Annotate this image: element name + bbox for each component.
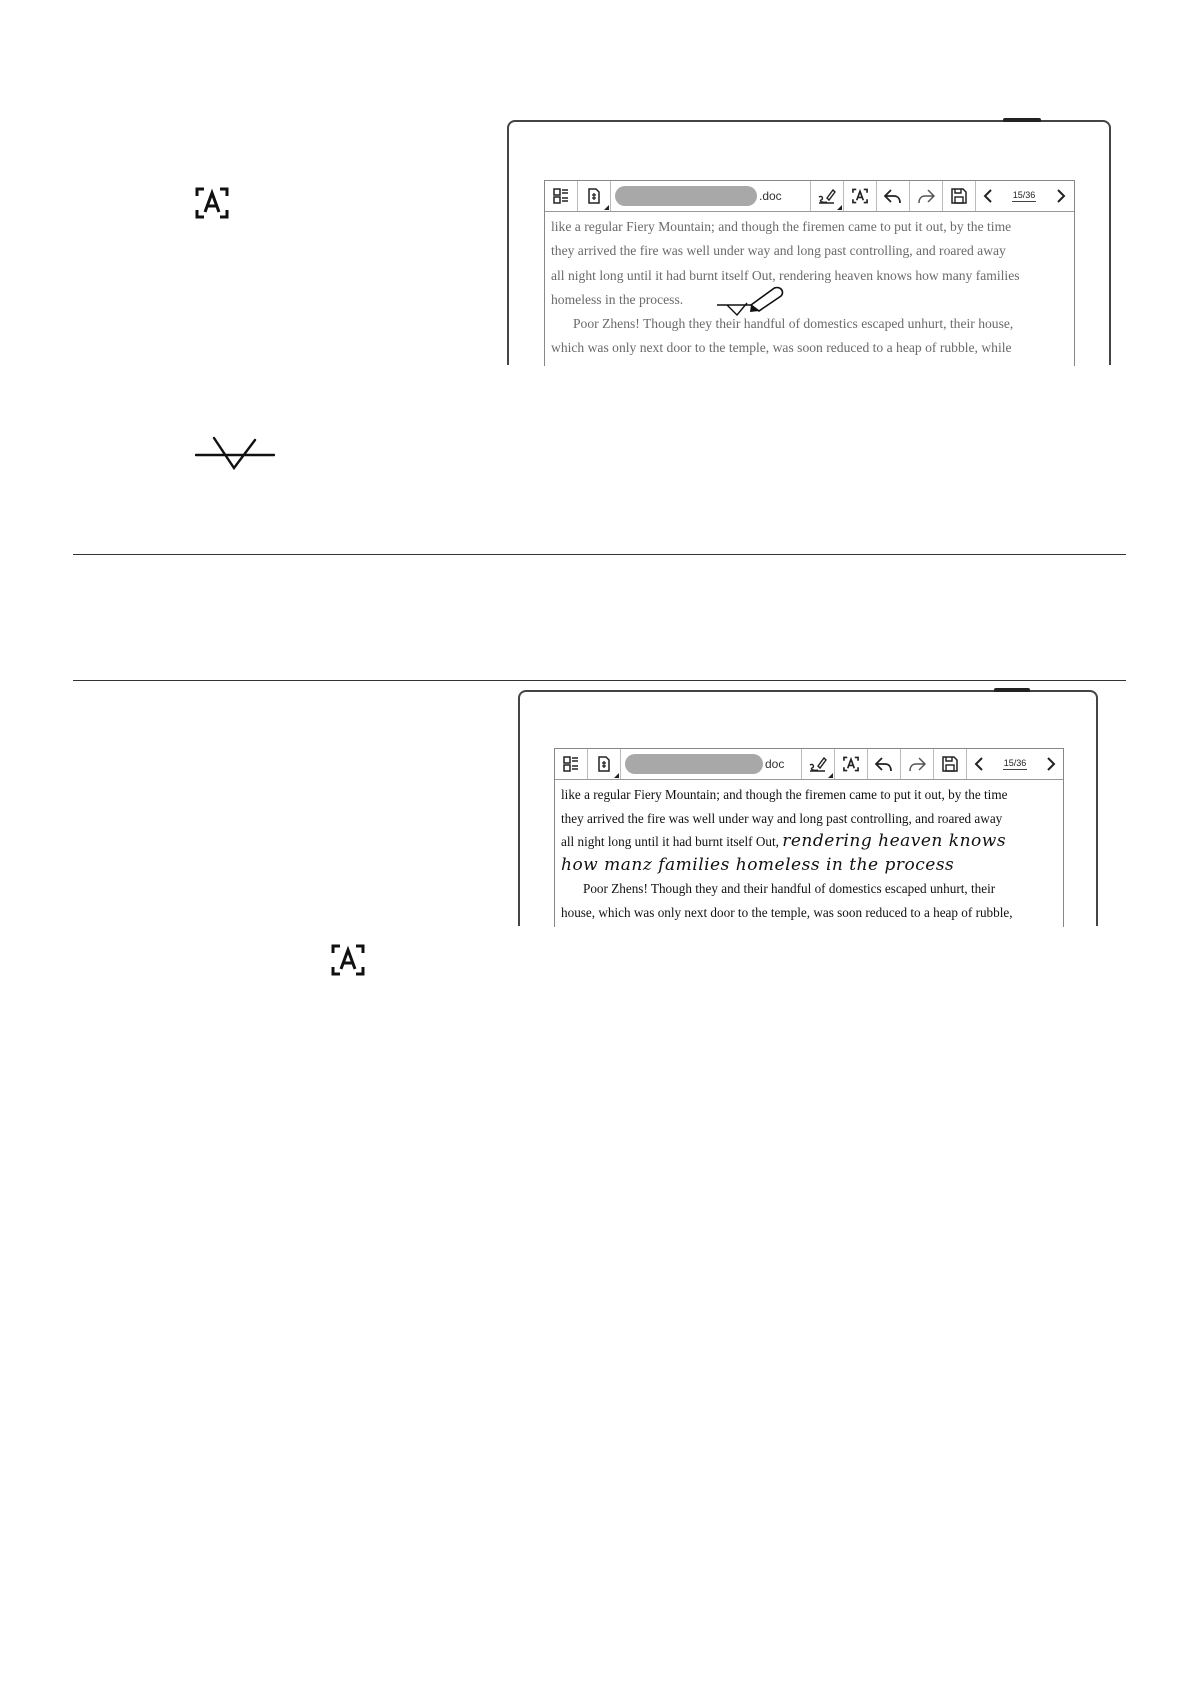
file-extension: .doc	[759, 189, 782, 203]
toc-button[interactable]	[545, 181, 578, 211]
ocr-icon	[195, 186, 229, 220]
ocr-toolbar-icon	[852, 188, 868, 204]
chevron-left-icon	[983, 189, 993, 203]
text-line: homeless in the process.	[551, 291, 684, 307]
document-text-bottom	[561, 783, 1057, 925]
redo-icon	[917, 188, 935, 204]
document-icon	[596, 756, 612, 772]
page-number: 15/36	[1012, 190, 1036, 200]
insert-gesture-icon	[195, 436, 275, 472]
handwritten-text: how manz families homeless in the process	[561, 854, 955, 875]
document-menu-button[interactable]	[578, 181, 611, 211]
device-frame-top	[507, 120, 1111, 365]
divider-line	[73, 680, 1126, 681]
stylus-gesture-drawing	[715, 281, 815, 327]
pen-button[interactable]	[802, 749, 835, 779]
document-title	[611, 181, 811, 211]
pen-button[interactable]	[811, 181, 844, 211]
save-button[interactable]	[934, 749, 967, 779]
text-line: like a regular Fiery Mountain; and though the firemen came to put it out, by the time	[561, 787, 1008, 802]
next-page-button[interactable]	[1039, 749, 1063, 779]
undo-button[interactable]	[877, 181, 910, 211]
document-icon	[586, 188, 602, 204]
ocr-toolbar-icon	[843, 756, 859, 772]
chevron-left-icon	[974, 757, 984, 771]
chevron-right-icon	[1056, 189, 1066, 203]
handwritten-text: rendering heaven knows	[782, 831, 1007, 852]
text-line	[561, 854, 1057, 878]
chevron-right-icon	[1046, 757, 1056, 771]
undo-icon	[884, 188, 902, 204]
document-title	[621, 749, 802, 779]
file-extension: doc	[765, 757, 785, 771]
text-line: which was only next door to the temple, was soon reduced to a heap of rubble, while	[551, 340, 1012, 356]
text-line: all night long until it had burnt itself Out, rendering heaven knows how many families	[551, 267, 1020, 283]
save-icon	[942, 756, 958, 772]
document-menu-button[interactable]	[588, 749, 621, 779]
device-frame-bottom	[518, 690, 1098, 926]
prev-page-button[interactable]	[976, 181, 1000, 211]
undo-icon	[875, 756, 893, 772]
reader-toolbar	[545, 181, 1074, 212]
toc-button[interactable]	[555, 749, 588, 779]
text-line	[561, 830, 1057, 854]
reader-toolbar	[555, 749, 1063, 780]
redo-icon	[908, 756, 926, 772]
ocr-button[interactable]	[835, 749, 868, 779]
text-line: Poor Zhens! Though they their handful of domestics escaped unhurt, their house,	[573, 316, 1014, 332]
ocr-button[interactable]	[844, 181, 877, 211]
divider-line	[73, 554, 1126, 555]
reader-screen-top	[544, 180, 1075, 366]
toc-icon	[563, 756, 579, 772]
text-line: they arrived the fire was well under way and long past controlling, and roared away	[551, 243, 1006, 259]
toc-icon	[553, 188, 569, 204]
page-indicator[interactable]	[1000, 181, 1048, 211]
redacted-filename	[615, 186, 757, 206]
next-page-button[interactable]	[1048, 181, 1074, 211]
pen-icon	[809, 756, 827, 772]
prev-page-button[interactable]	[967, 749, 991, 779]
page-indicator[interactable]	[991, 749, 1039, 779]
redo-button[interactable]	[901, 749, 934, 779]
redacted-filename	[625, 754, 763, 774]
text-line: Poor Zhens! Though they and their handful of domestics escaped unhurt, their	[583, 881, 996, 897]
text-line: house, which was only next door to the temple, was soon reduced to a heap of rubble,	[561, 904, 1013, 920]
text-line: like a regular Fiery Mountain; and though the firemen came to put it out, by the time	[551, 219, 1012, 234]
text-line: they arrived the fire was well under way and long past controlling, and roared away	[561, 810, 1003, 826]
save-icon	[951, 188, 967, 204]
redo-button[interactable]	[910, 181, 943, 211]
pen-icon	[818, 188, 836, 204]
device-button	[1003, 118, 1041, 122]
device-button	[994, 688, 1030, 692]
undo-button[interactable]	[868, 749, 901, 779]
reader-screen-bottom	[554, 748, 1064, 927]
page-number: 15/36	[1003, 758, 1027, 768]
save-button[interactable]	[943, 181, 976, 211]
typed-text: all night long until it had burnt itself Out,	[561, 834, 779, 850]
ocr-icon	[331, 943, 365, 977]
